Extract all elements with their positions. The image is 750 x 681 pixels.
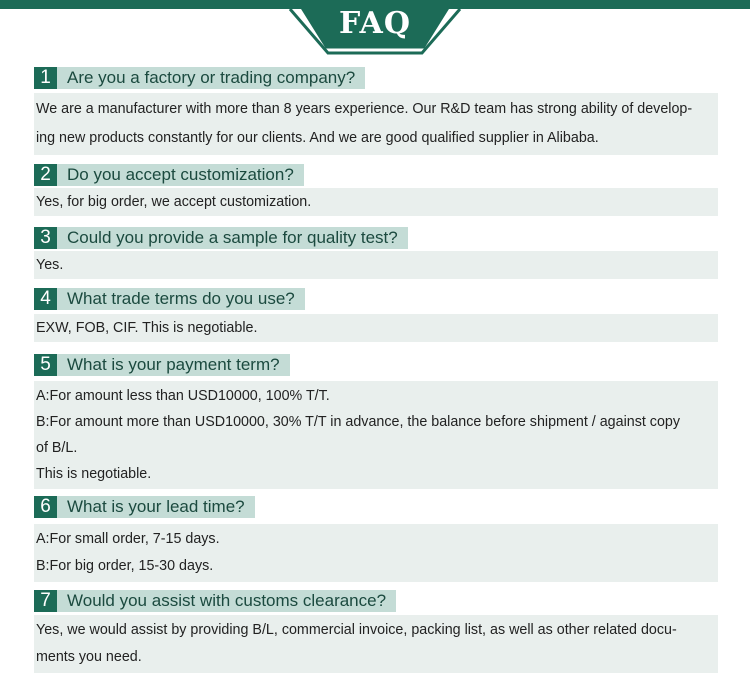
question-text: Could you provide a sample for quality test? (67, 228, 398, 247)
answer-box (34, 188, 718, 216)
answer-line: B:For big order, 15-30 days. (36, 558, 214, 574)
question-number: 3 (34, 227, 57, 249)
answer-box (34, 93, 718, 155)
faq-item (34, 164, 718, 216)
answer-line: ments you need. (36, 649, 142, 665)
answer-line: Yes. (36, 257, 64, 273)
question-row (34, 496, 718, 518)
answer-box (34, 615, 718, 673)
answer-line: Yes, we would assist by providing B/L, commercial invoice, packing list, as well as other related docu- (36, 622, 677, 638)
question-label (34, 354, 290, 376)
question-number: 7 (34, 590, 57, 612)
answer-line: EXW, FOB, CIF. This is negotiable. (36, 320, 258, 336)
faq-title: FAQ (339, 6, 411, 41)
faq-item (34, 288, 718, 342)
question-number: 1 (34, 67, 57, 89)
question-number: 4 (34, 288, 57, 310)
answer-line: ing new products constantly for our clients. And we are good qualified supplier in Alibaba. (36, 130, 599, 146)
answer-line: We are a manufacturer with more than 8 years experience. Our R&D team has strong ability of develop- (36, 101, 693, 117)
answer-line: A:For small order, 7-15 days. (36, 531, 220, 547)
answer-line: Yes, for big order, we accept customization. (36, 194, 312, 210)
answer-box (34, 314, 718, 342)
question-number: 6 (34, 496, 57, 518)
question-label (34, 288, 305, 310)
answer-box (34, 524, 718, 582)
question-label (34, 164, 304, 186)
question-row (34, 590, 718, 612)
question-row (34, 164, 718, 186)
question-number: 5 (34, 354, 57, 376)
question-label (34, 590, 396, 612)
question-label (34, 227, 408, 249)
question-text: What is your lead time? (67, 497, 245, 516)
question-text: Are you a factory or trading company? (67, 68, 356, 87)
answer-line: of B/L. (36, 440, 78, 456)
question-text: What trade terms do you use? (67, 289, 295, 308)
answer-line: A:For amount less than USD10000, 100% T/T. (36, 388, 330, 404)
faq-item (34, 590, 718, 673)
question-text: Do you accept customization? (67, 165, 294, 184)
answer-line: This is negotiable. (36, 466, 152, 482)
question-row (34, 354, 718, 376)
question-label (34, 496, 255, 518)
answer-box (34, 251, 718, 279)
faq-item (34, 67, 718, 155)
question-text: What is your payment term? (67, 355, 280, 374)
question-row (34, 67, 718, 89)
faq-item (34, 354, 718, 489)
faq-item (34, 496, 718, 582)
faq-item (34, 227, 718, 279)
question-row (34, 227, 718, 249)
question-text: Would you assist with customs clearance? (67, 591, 387, 610)
question-row (34, 288, 718, 310)
question-label (34, 67, 365, 89)
answer-box (34, 381, 718, 489)
answer-line: B:For amount more than USD10000, 30% T/T in advance, the balance before shipment / against copy (36, 414, 681, 430)
question-number: 2 (34, 164, 57, 186)
